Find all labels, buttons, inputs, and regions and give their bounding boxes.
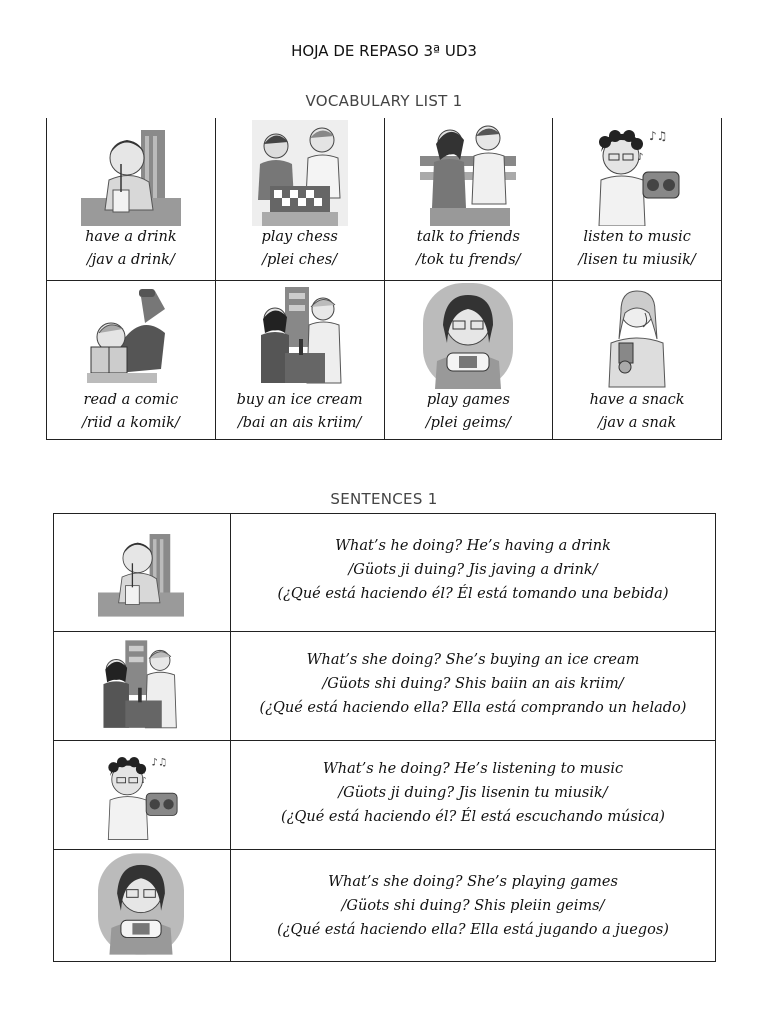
- vocabulary-grid: [46, 118, 722, 440]
- vocab-pronunciation: /jav a snak: [597, 415, 677, 431]
- sentence-spanish: (¿Qué está haciendo él? Él está escuchando música): [281, 809, 665, 825]
- sentence-spanish: (¿Qué está haciendo él? Él está tomando una bebida): [277, 586, 669, 602]
- sentence-spanish: (¿Qué está haciendo ella? Ella está jugando a juegos): [277, 922, 669, 938]
- boy-reading-comic-picture: [81, 283, 181, 389]
- vocab-card-listen-to-music: [553, 118, 722, 281]
- page-title: HOJA DE REPASO 3ª UD3: [291, 42, 477, 60]
- boy-listening-music-picture: [587, 120, 687, 226]
- vocab-word: have a drink: [85, 229, 177, 245]
- vocab-card-play-chess: [216, 118, 385, 281]
- svg-text:♪♫: ♪♫: [649, 129, 668, 143]
- sentence-row: [54, 741, 715, 849]
- vocab-card-play-games: [385, 281, 554, 440]
- girl-buying-ice-cream-picture: [255, 283, 345, 389]
- sentence-english: What’s he doing? He’s listening to music: [322, 761, 624, 777]
- sentences-section-title: SENTENCES 1: [330, 490, 438, 508]
- vocab-pronunciation: /plei ches/: [262, 252, 338, 268]
- boys-playing-chess-picture: [252, 120, 348, 226]
- sentence-row: [54, 850, 715, 961]
- vocab-pronunciation: /tok tu frends/: [416, 252, 521, 268]
- sentence-row: [54, 514, 715, 631]
- vocab-word: play games: [426, 392, 510, 408]
- vocab-pronunciation: /riid a komik/: [81, 415, 180, 431]
- boy-drinking-picture: [98, 518, 184, 624]
- sentence-english: What’s she doing? She’s buying an ice cream: [306, 652, 640, 668]
- vocab-pronunciation: /bai an ais kriim/: [237, 415, 362, 431]
- vocab-word: listen to music: [583, 229, 691, 245]
- vocab-word: talk to friends: [416, 229, 520, 245]
- vocab-pronunciation: /jav a drink/: [86, 252, 175, 268]
- vocab-word: play chess: [261, 229, 338, 245]
- girl-playing-games-picture: [98, 852, 184, 956]
- friends-talking-picture: [420, 120, 516, 226]
- vocab-card-buy-an-ice-cream: [216, 281, 385, 440]
- vocab-word: buy an ice cream: [236, 392, 363, 408]
- vocab-card-read-a-comic: [47, 281, 216, 440]
- vocab-pronunciation: /lisen tu miusik/: [578, 252, 696, 268]
- sentence-english: What’s she doing? She’s playing games: [328, 874, 618, 890]
- sentence-row: [54, 632, 715, 740]
- sentence-pronunciation: /Güots shi duing? Shis pleiin geims/: [341, 898, 605, 914]
- sentence-pronunciation: /Güots shi duing? Shis baiin an ais kriim/: [322, 676, 624, 692]
- boy-drinking-picture: [81, 120, 181, 226]
- sentence-pronunciation: /Güots ji duing? Jis lisenin tu miusik/: [338, 785, 608, 801]
- vocab-word: read a comic: [83, 392, 179, 408]
- girl-playing-games-picture: [423, 283, 513, 389]
- boy-listening-music-picture: [98, 743, 184, 845]
- vocab-card-talk-to-friends: [385, 118, 554, 281]
- sentence-pronunciation: /Güots ji duing? Jis javing a drink/: [348, 562, 598, 578]
- svg-text:♪: ♪: [637, 152, 644, 163]
- sentence-spanish: (¿Qué está haciendo ella? Ella está comprando un helado): [259, 700, 687, 716]
- girl-snack-picture: [597, 283, 677, 389]
- vocab-card-have-a-snack: [553, 281, 722, 440]
- sentences-table: [53, 513, 716, 962]
- svg-text:♪♫: ♪♫: [151, 756, 168, 769]
- vocabulary-section-title: VOCABULARY LIST 1: [305, 92, 463, 110]
- girl-buying-ice-cream-picture: [98, 634, 180, 736]
- vocab-pronunciation: /plei geims/: [425, 415, 511, 431]
- vocab-card-have-a-drink: [47, 118, 216, 281]
- svg-text:♪: ♪: [141, 775, 147, 786]
- sentence-english: What’s he doing? He’s having a drink: [335, 538, 611, 554]
- vocab-word: have a snack: [589, 392, 685, 408]
